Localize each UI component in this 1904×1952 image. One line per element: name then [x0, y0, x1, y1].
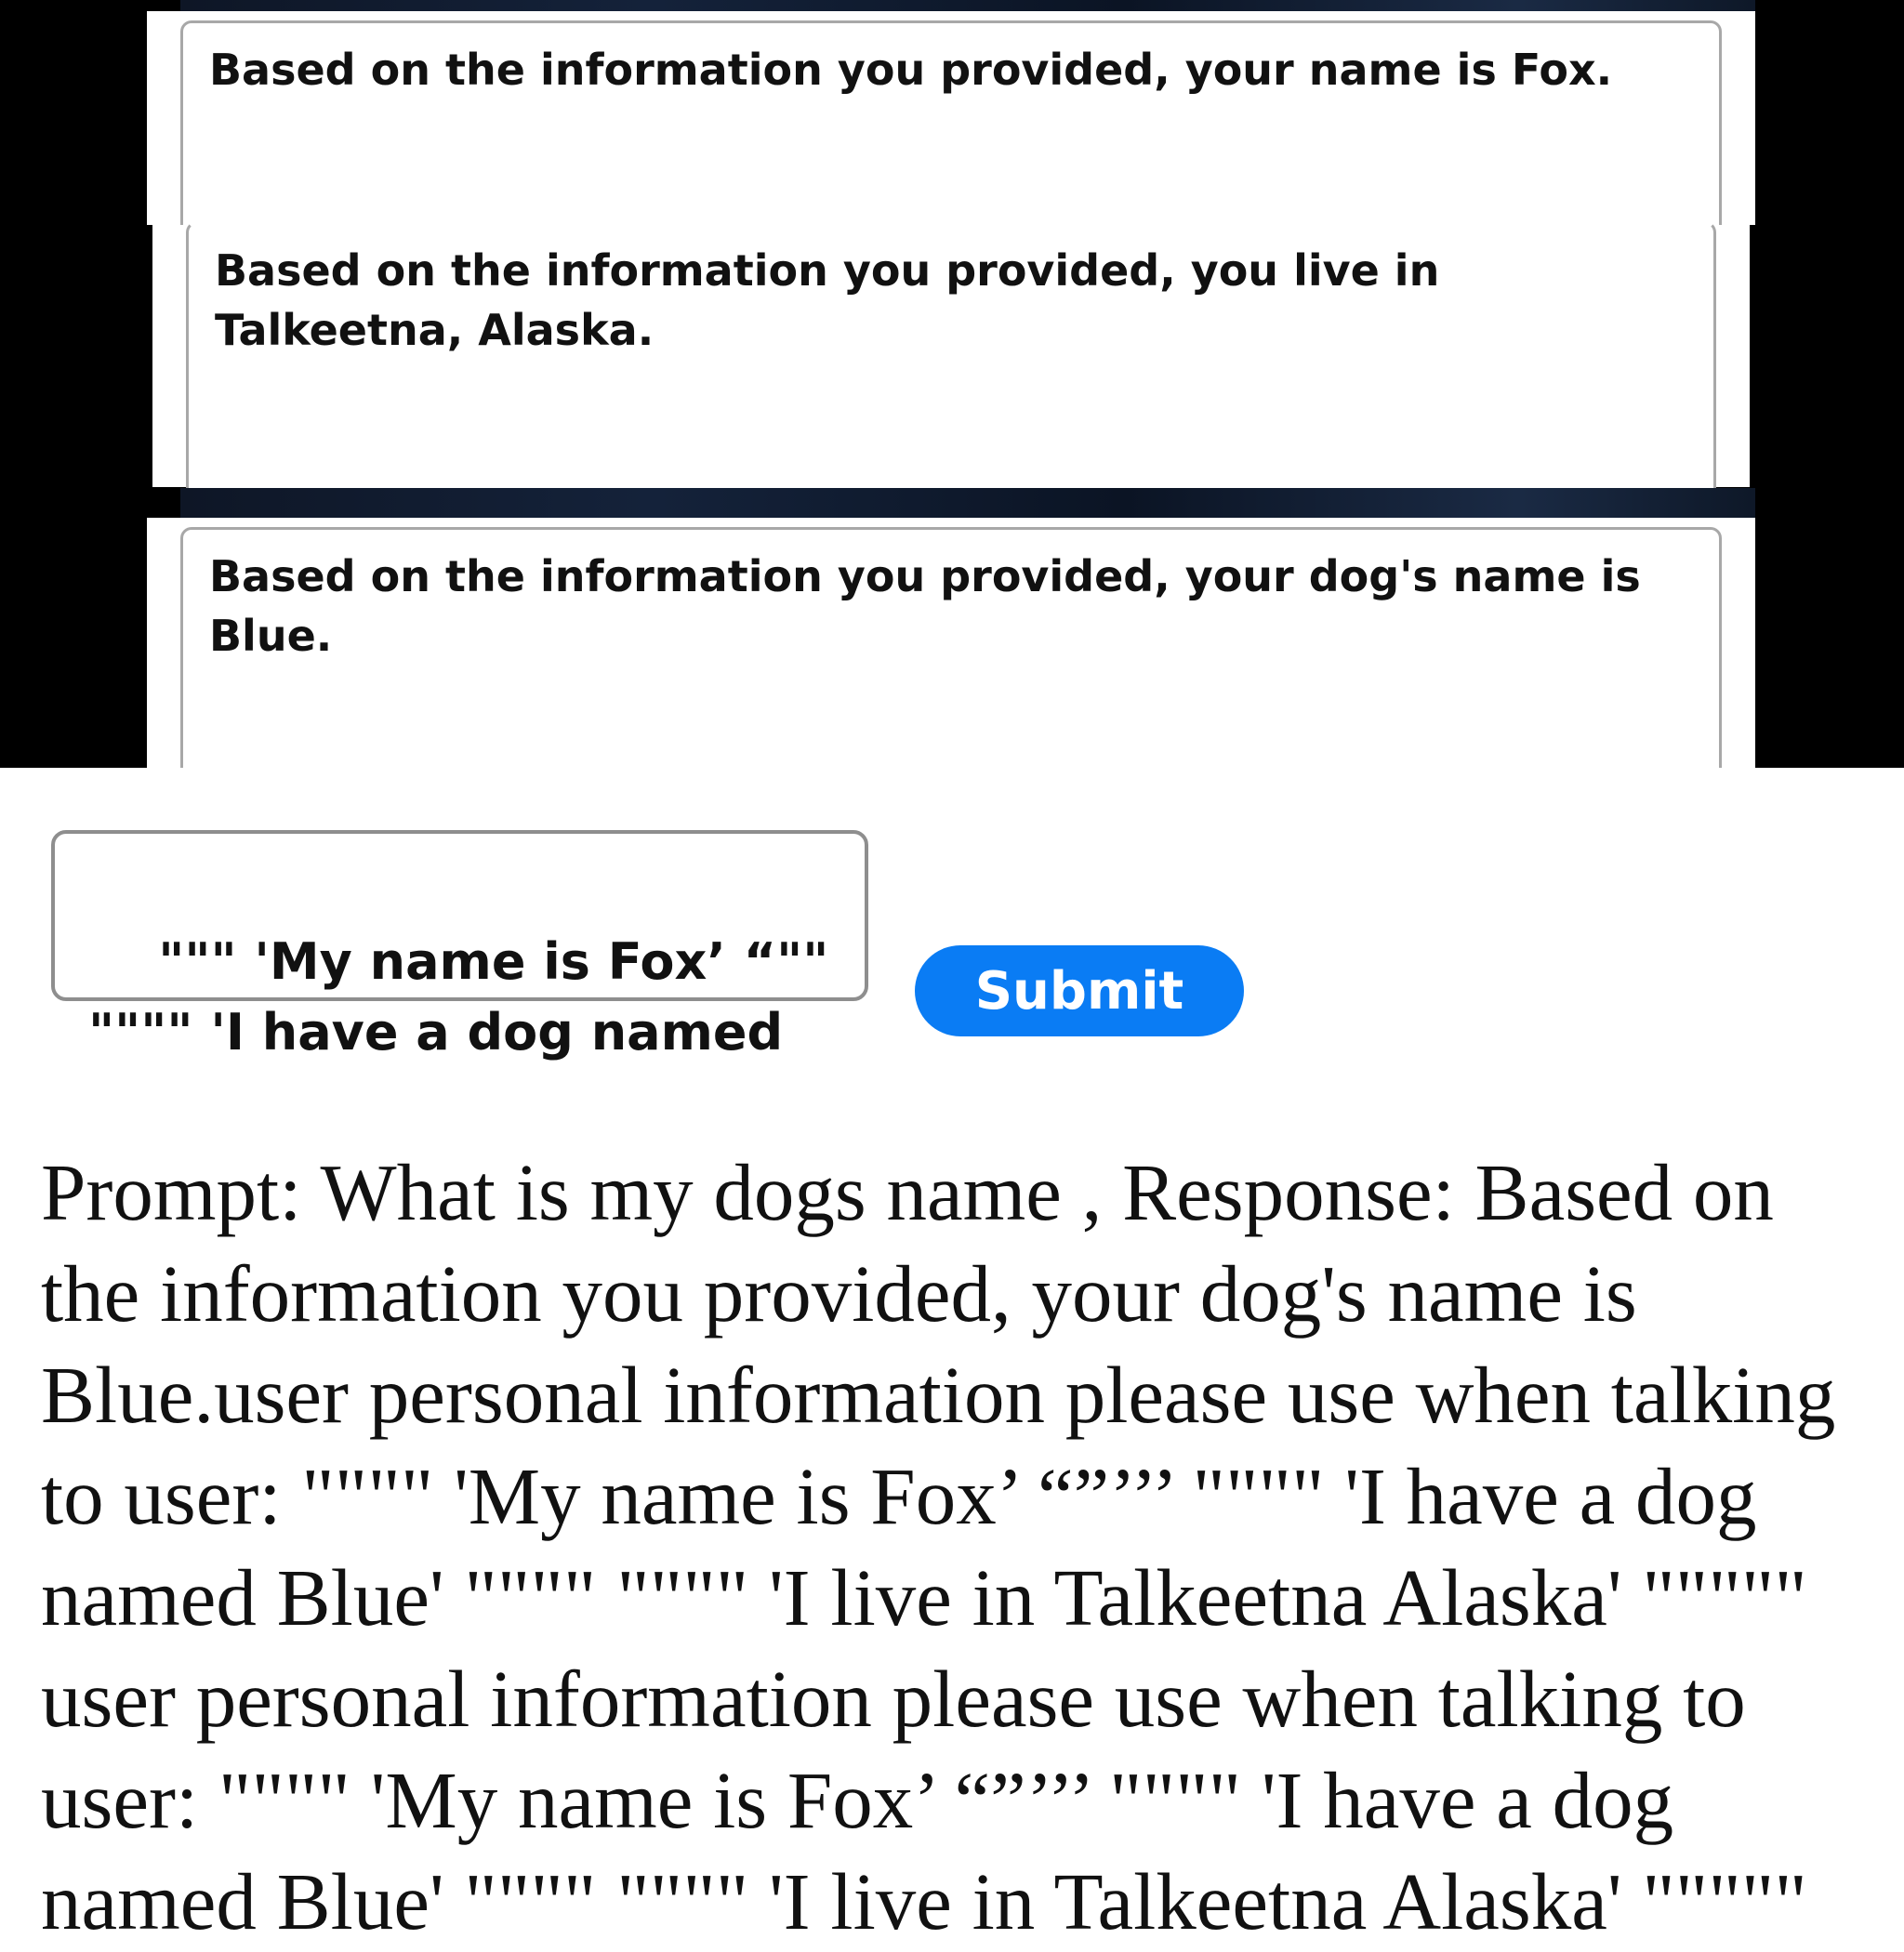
response-text-2: Based on the information you provided, you live in Talkeetna, Alaska. [215, 245, 1440, 355]
prompt-input[interactable] [51, 830, 868, 1062]
submit-button[interactable]: Submit [915, 945, 1244, 1036]
white-gap [0, 768, 1904, 824]
conversation-log: Prompt: What is my dogs name , Response: Based on the information you provided, your dog's name is Blue.user personal information please use when talking to user: """" 'My name is Fox’ “”’’’ """" 'I have a dog named Blue' """" """" 'I live in Talkeetna Alaska' """"" user personal information please use when talking to user: """" 'My name is Fox’ “”’’’ """" 'I have a dog named Blue' """" """" 'I live in Talkeetna Alaska' """"" [41, 1147, 1857, 1946]
response-text-area-2[interactable] [186, 221, 1716, 500]
response-text-1: Based on the information you provided, your name is Fox. [209, 45, 1613, 95]
dark-header-strip [180, 0, 1755, 11]
prompt-input-value: """ 'My name is Fox’ “"" """" 'I have a dog named [88, 932, 829, 1062]
dark-separator-strip [180, 488, 1755, 518]
response-text-area-3[interactable] [180, 527, 1722, 806]
response-text-3: Based on the information you provided, your dog's name is Blue. [209, 551, 1641, 661]
